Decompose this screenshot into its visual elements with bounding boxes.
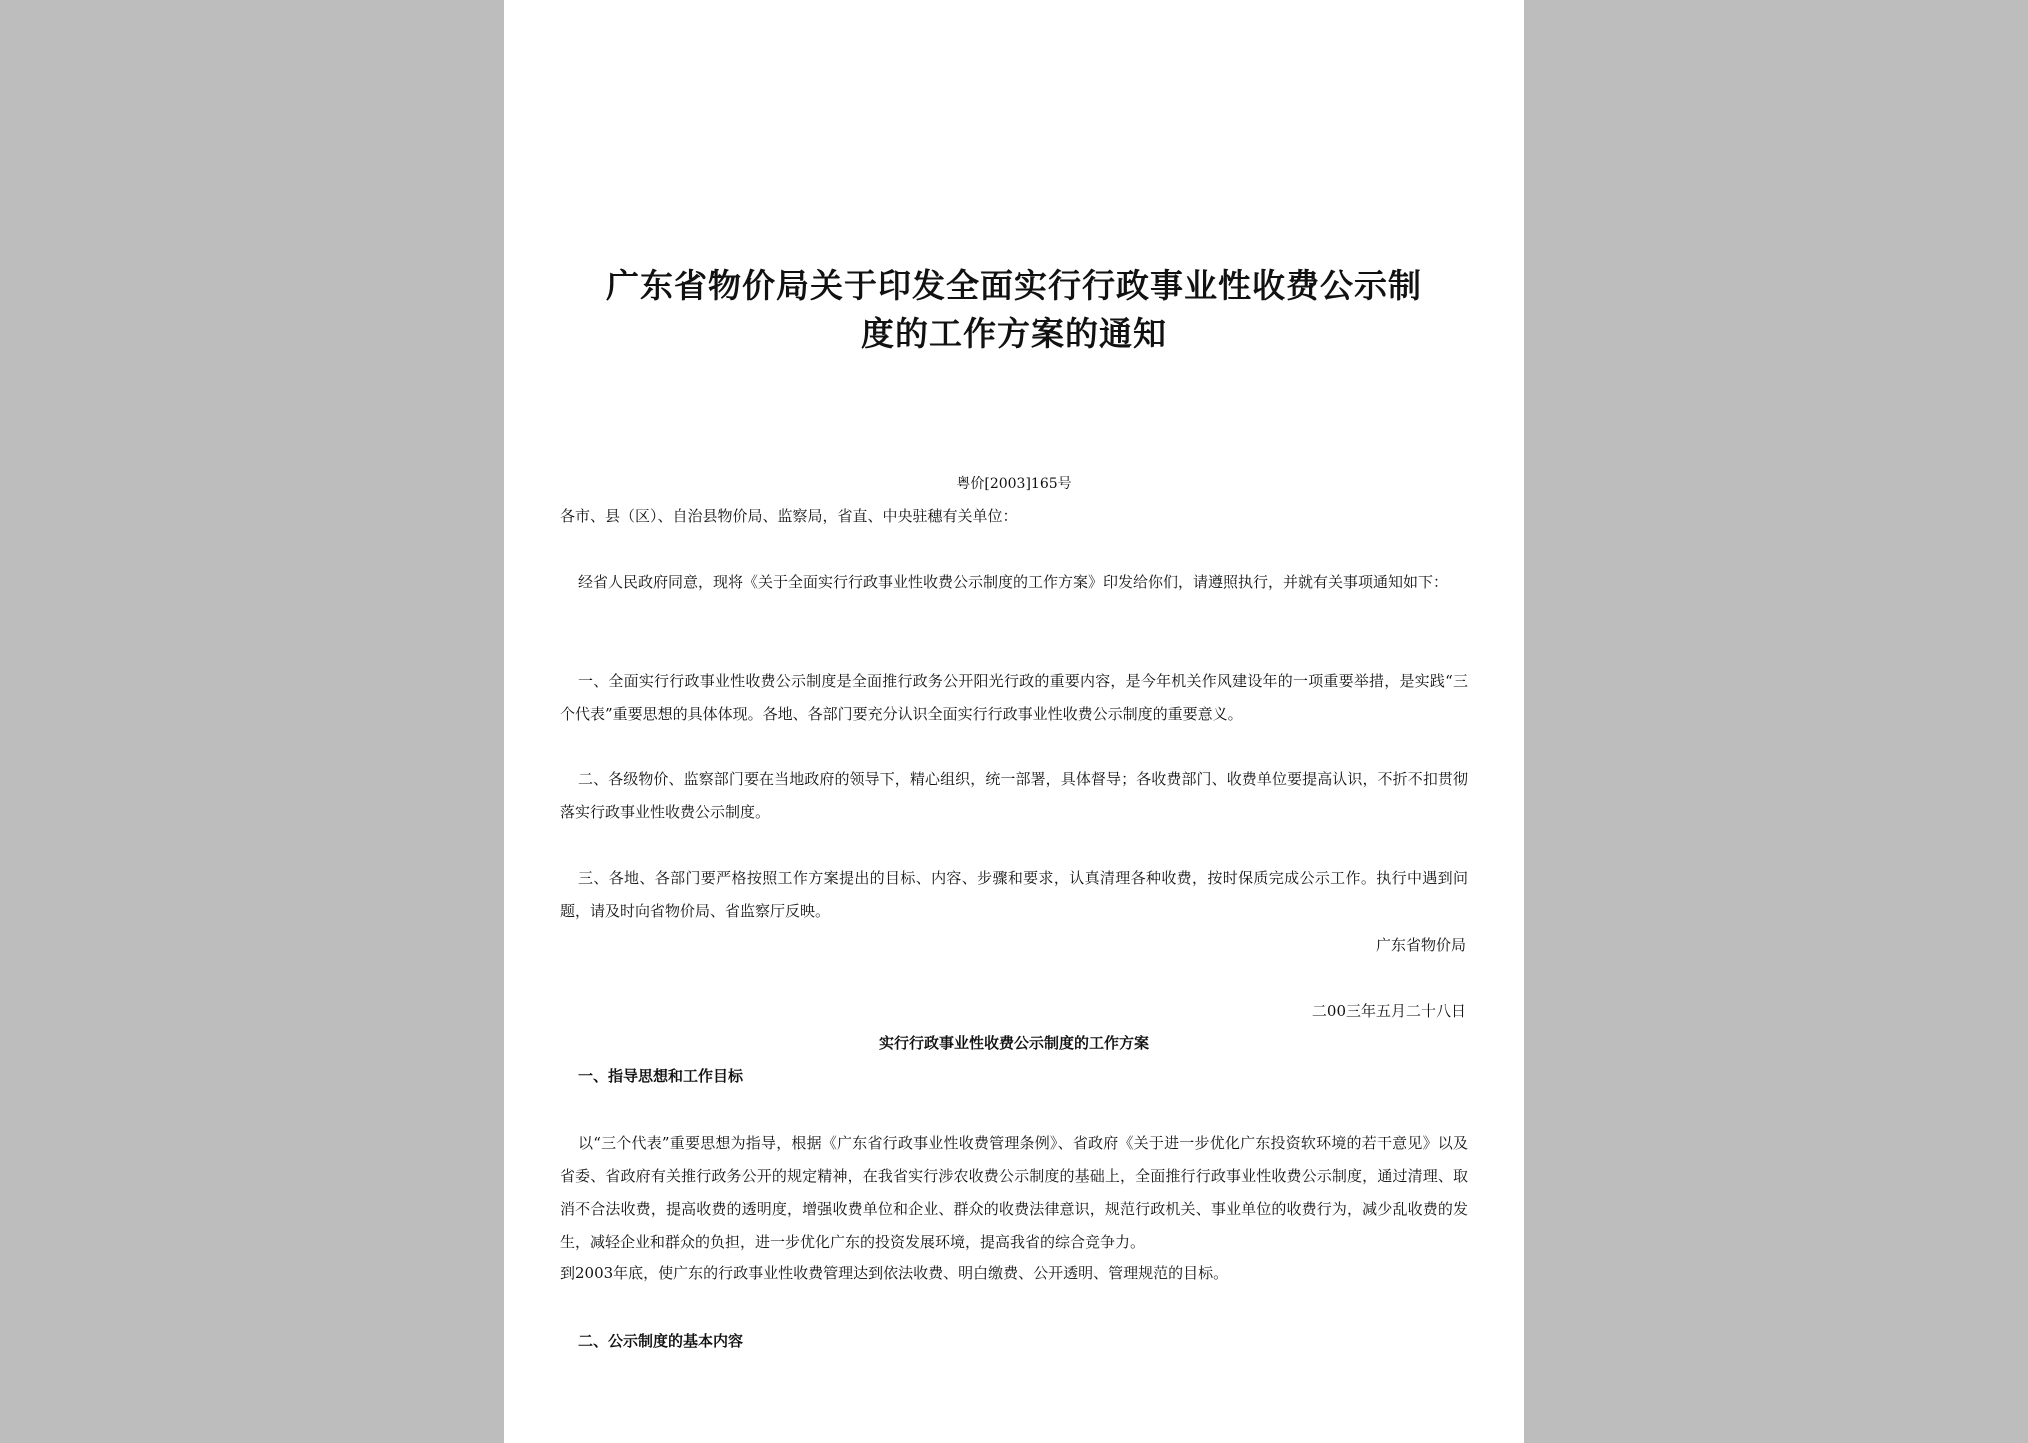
document-page	[504, 0, 1524, 1443]
recipients-line: 各市、县（区）、自治县物价局、监察局，省直、中央驻穗有关单位：	[560, 507, 1018, 525]
item-3-paragraph: 三、各地、各部门要严格按照工作方案提出的目标、内容、步骤和要求，认真清理各种收费，按时保质完成公示工作。执行中遇到问题，请及时向省物价局、省监察厅反映。	[560, 869, 1468, 920]
document-title	[564, 262, 1464, 358]
document-title-line-1: 广东省物价局关于印发全面实行行政事业性收费公示制	[606, 266, 1422, 305]
issue-date: 二00三年五月二十八日	[1311, 1002, 1466, 1020]
item-2-paragraph: 二、各级物价、监察部门要在当地政府的领导下，精心组织，统一部署，具体督导；各收费部门、收费单位要提高认识，不折不扣贯彻落实行政事业性收费公示制度。	[560, 770, 1468, 821]
section-2-heading: 二、公示制度的基本内容	[578, 1332, 744, 1350]
item-1-paragraph: 一、全面实行行政事业性收费公示制度是全面推行政务公开阳光行政的重要内容，是今年机关作风建设年的一项重要举措，是实践“三个代表”重要思想的具体体现。各地、各部门要充分认识全面实行行政事业性收费公示制度的重要意义。	[560, 672, 1468, 723]
issuer-signature: 广东省物价局	[1375, 936, 1466, 954]
section-1-goal: 到2003年底，使广东的行政事业性收费管理达到依法收费、明白缴费、公开透明、管理规范的目标。	[560, 1264, 1229, 1282]
document-title-line-2: 度的工作方案的通知	[861, 314, 1167, 353]
intro-paragraph: 经省人民政府同意，现将《关于全面实行行政事业性收费公示制度的工作方案》印发给你们，请遵照执行，并就有关事项通知如下：	[578, 573, 1449, 591]
document-number: 粤价[2003]165号	[956, 476, 1072, 492]
section-1-body: 以“三个代表”重要思想为指导，根据《广东省行政事业性收费管理条例》、省政府《关于进一步优化广东投资软环境的若干意见》以及省委、省政府有关推行政务公开的规定精神，在我省实行涉农收费公示制度的基础上，全面推行行政事业性收费公示制度，通过清理、取消不合法收费，提高收费的透明度，增强收费单位和企业、群众的收费法律意识，规范行政机关、事业单位的收费行为，减少乱收费的发生，减轻企业和群众的负担，进一步优化广东的投资发展环境，提高我省的综合竞争力。	[560, 1134, 1468, 1251]
plan-title: 实行行政事业性收费公示制度的工作方案	[878, 1034, 1149, 1052]
section-1-heading: 一、指导思想和工作目标	[578, 1067, 744, 1085]
